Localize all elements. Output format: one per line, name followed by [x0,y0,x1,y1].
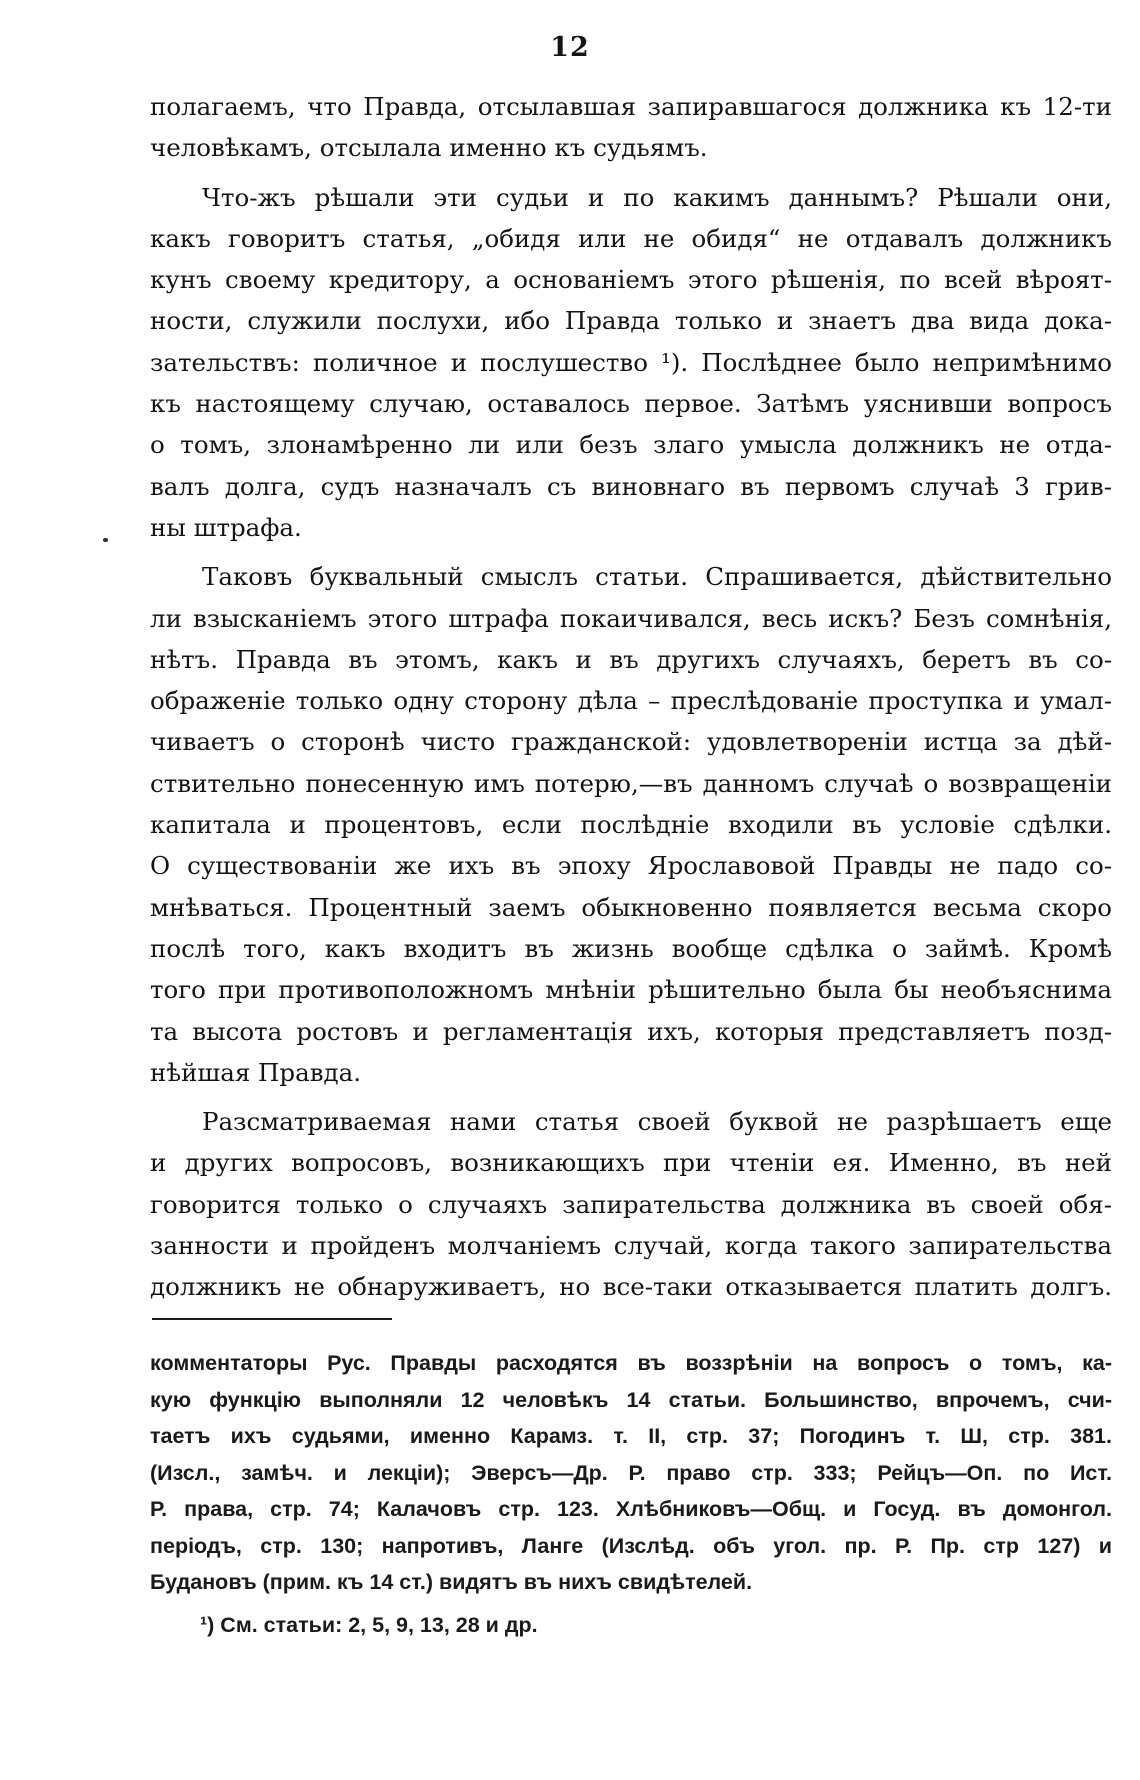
footnote-line: комментаторы Рус. Правды расходятся въ воззрѣніи на вопросъ о томъ, ка- [150,1351,1112,1375]
body-line: зательствъ: поличное и послушество ¹). Послѣднее было непримѣнимо [150,347,1112,377]
body-line: кунъ своему кредитору, а основаніемъ этого рѣшенія, по всей вѣроят- [150,265,1112,295]
footnotes [150,1345,1112,1643]
footnote-line: періодъ, стр. 130; напротивъ, Ланге (Изслѣд. объ угол. пр. Р. Пр. стр 127) и [150,1533,1112,1558]
body-line: ности, служили послухи, ибо Правда только и знаетъ два вида дока- [150,306,1112,336]
body-line: чиваетъ о сторонѣ чисто гражданской: удовлетвореніи истца за дѣй- [150,727,1112,757]
body-line: и других вопросовъ, возникающихъ при чтеніи ея. Именно, въ ней [150,1148,1112,1178]
footnote-line: Р. права, стр. 74; Калачовъ стр. 123. Хлѣбниковъ—Общ. и Госуд. въ домонгол. [150,1497,1112,1521]
margin-ink-mark [103,538,108,542]
body-line: ли взысканіемъ этого штрафа покаичивался, весь искъ? Безъ сомнѣнія, [150,603,1112,633]
footnote-line: таетъ ихъ судьями, именно Карамз. т. II, стр. 37; Погодинъ т. Ш, стр. 381. [150,1424,1112,1448]
body-line: должникъ не обнаруживаетъ, но все-таки отказывается платить долгъ. [150,1272,1112,1302]
body-line: ствительно понесенную имъ потерю,—въ данномъ случаѣ о возвращеніи [150,768,1112,798]
body-line: та высота ростовъ и регламентація ихъ, которыя представляетъ позд- [150,1016,1112,1046]
footnote-reference: ¹) См. статьи: 2, 5, 9, 13, 28 и др. [200,1612,538,1637]
body-line: ображеніе только одну сторону дѣла – преслѣдованіе проступка и умал- [150,686,1112,716]
body-line: капитала и процентовъ, если послѣдніе входили въ условіе сдѣлки. [150,810,1112,840]
body-line: послѣ того, какъ входитъ въ жизнь вообще сдѣлка о займѣ. Кромѣ [150,933,1112,963]
page-number: 12 [550,32,590,63]
paragraph-start-line: Разсматриваемая нами статья своей буквой не разрѣшаетъ еще [202,1107,1112,1137]
body-line: человѣкамъ, отсылала именно къ судьямъ. [150,133,708,163]
footnote-line: (Изсл., замѣч. и лекціи); Эверсъ—Др. Р. право стр. 333; Рейцъ—Оп. по Ист. [150,1460,1112,1485]
footnote-line: кую функцію выполняли 12 человѣкъ 14 статьи. Большинство, впрочемъ, счи- [150,1387,1112,1412]
body-line: къ настоящему случаю, оставалось первое. Затѣмъ уяснивши вопросъ [150,389,1112,419]
paragraph-start-line: Таковъ буквальный смыслъ статьи. Спрашивается, дѣйствительно [202,562,1112,592]
footnote-divider [152,1318,392,1320]
body-line: говорится только о случаяхъ запирательства должника въ своей обя- [150,1189,1112,1219]
body-line: полагаемъ, что Правда, отсылавшая запиравшагося должника къ 12-ти [150,92,1112,121]
body-line: валъ долга, судъ назначалъ съ виновнаго въ первомъ случаѣ 3 грив- [150,471,1112,501]
footnote-line: Будановъ (прим. къ 14 ст.) видятъ въ нихъ свидѣтелей. [150,1570,753,1594]
body-line: занности и пройденъ молчаніемъ случай, когда такого запирательства [150,1231,1112,1261]
body-line: того при противоположномъ мнѣніи рѣшительно была бы необъяснима [150,975,1112,1005]
body-line: нѣйшая Правда. [150,1057,361,1087]
body-line: ны штрафа. [150,512,302,542]
paragraph-start-line: Что-жъ рѣшали эти судьи и по какимъ даннымъ? Рѣшали они, [202,182,1112,212]
body-line: О существованіи же ихъ въ эпоху Ярославовой Правды не падо со- [150,851,1112,881]
body-text [150,86,1112,1308]
body-line: о томъ, злонамѣренно ли или безъ злаго умысла должникъ не отда- [150,430,1112,460]
body-line: какъ говоритъ статья, „обидя или не обидя“ не отдавалъ должникъ [150,223,1112,253]
body-line: мнѣваться. Процентный заемъ обыкновенно появляется весьма скоро [150,892,1112,922]
body-line: нѣтъ. Правда въ этомъ, какъ и въ другихъ случаяхъ, беретъ въ со- [150,644,1112,674]
